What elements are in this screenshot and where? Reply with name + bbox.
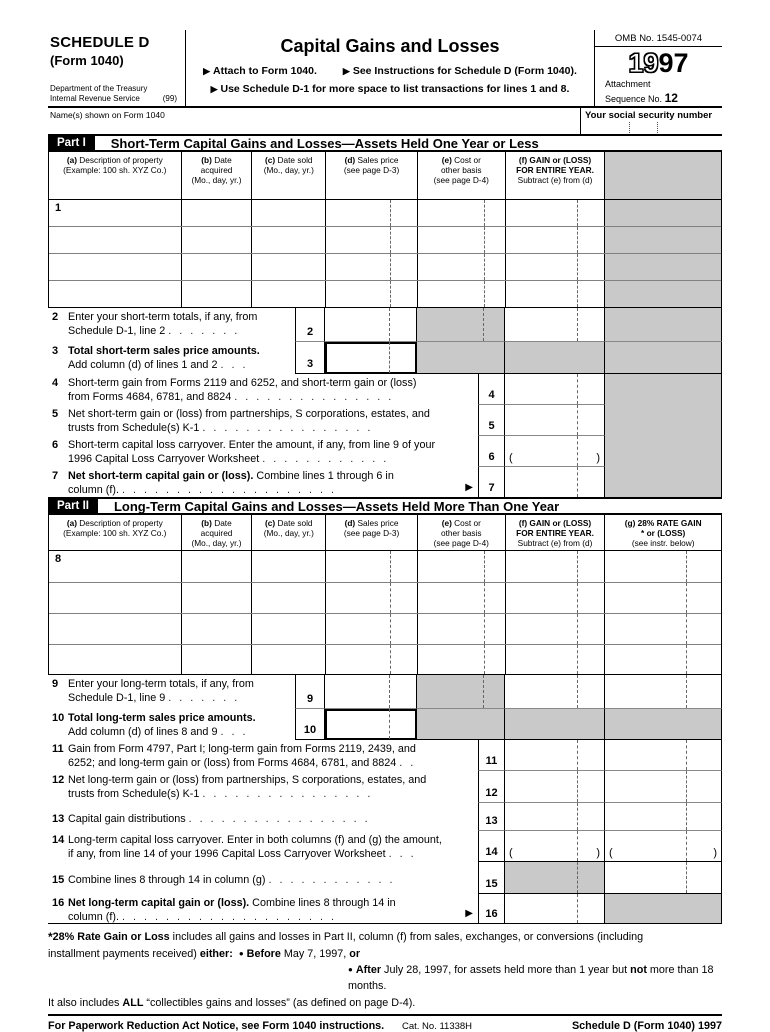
shaded-cell [605,436,722,467]
col-e-header: (e) Cost or other basis (see page D-4) [417,152,505,199]
omb-number: OMB No. 1545-0074 [595,30,722,47]
line-5-numbox: 5 [478,405,505,436]
row8-desc-cell[interactable] [49,551,181,582]
line-15-text: 15 Combine lines 8 through 14 in column (g) . . . . . . . . . . . . [52,874,393,886]
line-5-row [48,405,722,436]
date-sold-cell[interactable] [251,227,325,253]
line-15-amount-g[interactable] [605,862,722,894]
shaded-cell [417,342,505,374]
gain-loss-cell[interactable] [505,254,605,280]
line-9-numbox: 9 [295,675,325,709]
desc-cell[interactable] [49,254,181,280]
line-15-row [48,862,722,894]
line-13-row [48,803,722,831]
cost-basis-cell[interactable] [417,614,505,644]
form-id-block [48,30,186,106]
date-sold-cell[interactable] [251,583,325,613]
attach-instruction: ▶ Attach to Form 1040. [203,65,317,77]
arrow-icon: ▶ [210,84,218,94]
shaded-cell [605,467,722,497]
sales-price-cell[interactable] [325,614,417,644]
line-5-text: 5 Net short-term gain or (loss) from partnerships, S corporations, estates, and trusts from Schedule(s) K-1 . . . . . . . . . . . . . . . . [52,408,430,435]
irs-code: (99) [162,94,177,103]
desc-cell[interactable] [49,583,181,613]
shaded-cell [605,308,722,342]
shaded-cell [505,709,605,740]
gain-loss-cell[interactable] [505,645,605,674]
line-7-row [48,467,722,497]
ssn-divider [629,122,630,133]
line-13-amount-g[interactable] [605,803,722,831]
paperwork-notice: For Paperwork Reduction Act Notice, see Form 1040 instructions. [48,1019,385,1032]
sales-price-cell[interactable] [325,281,417,307]
line-7-text: 7 Net short-term capital gain or (loss). Combine lines 1 through 6 in column (f). . . . . . . . . . . . . . . . . . . . . ▶ [52,470,473,497]
rate-gain-cell[interactable] [604,645,721,674]
date-acquired-cell[interactable] [181,254,252,280]
shaded-cell [417,675,505,709]
ssn-divider [657,122,658,133]
name-row [48,108,722,134]
part2-bar [48,497,722,515]
date-acquired-cell[interactable] [181,645,252,674]
line-2-amount-f[interactable] [505,308,605,342]
line-11-numbox: 11 [478,740,505,771]
gain-loss-cell[interactable] [505,227,605,253]
line-3-row [48,342,722,374]
bullet-icon: ● [348,965,353,975]
sales-price-cell[interactable] [325,645,417,674]
shaded-cell [604,254,721,280]
line-4-amount-f[interactable] [505,374,605,405]
asterisk: * [48,930,53,944]
line-11-amount-f[interactable] [505,740,605,771]
sales-price-cell[interactable] [325,551,417,582]
line-14-text: 14 Long-term capital loss carryover. Enter in both columns (f) and (g) the amount, if any, from line 14 of your 1996 Capital Loss Carryover Worksheet . . . [52,834,442,861]
cost-basis-cell[interactable] [417,200,505,226]
desc-cell[interactable] [49,645,181,674]
cost-basis-cell[interactable] [417,551,505,582]
line-9-row [48,675,722,709]
line-13-numbox: 13 [478,803,505,831]
shaded-cell [604,227,721,253]
desc-cell[interactable] [49,614,181,644]
col-c-header: (c) Date sold (Mo., day, yr.) [251,152,325,199]
title-block [186,30,594,106]
date-acquired-cell[interactable] [181,583,252,613]
line-15-numbox: 15 [478,862,505,894]
line-14-amount-g[interactable]: ( ) [605,831,722,862]
form-footer [48,1014,722,1032]
gain-loss-cell[interactable] [505,281,605,307]
arrow-icon: ▶ [465,907,473,919]
shaded-cell [604,200,721,226]
line-5-amount-f[interactable] [505,405,605,436]
line-13-text: 13 Capital gain distributions . . . . . . . . . . . . . . . . . [52,813,368,825]
line-14-amount-f[interactable]: ( ) [505,831,605,862]
col-f-header: (f) GAIN or (LOSS) FOR ENTIRE YEAR. Subtract (e) from (d) [505,515,605,550]
line-12-amount-g[interactable] [605,771,722,803]
desc-cell[interactable] [49,281,181,307]
sales-price-cell[interactable] [325,254,417,280]
date-sold-cell[interactable] [251,645,325,674]
line-10-text: 10 Total long-term sales price amounts. Add column (d) of lines 8 and 9 . . . [52,712,256,739]
line-16-numbox: 16 [478,894,505,923]
part1-title: Short-Term Capital Gains and Losses—Assets Held One Year or Less [110,135,539,151]
line-3-numbox: 3 [295,342,325,374]
line-3-total-d[interactable] [325,342,417,374]
col-d-header: (d) Sales price (see page D-3) [325,515,417,550]
line-6-amount-f[interactable]: ( ) [505,436,605,467]
desc-cell[interactable] [49,227,181,253]
attachment-sequence: Attachment Sequence No. 12 [605,79,678,105]
cost-basis-cell[interactable] [417,281,505,307]
line-6-numbox: 6 [478,436,505,467]
line-4-row [48,374,722,405]
line-2-row [48,308,722,342]
row1-desc-cell[interactable] [49,200,181,226]
line-11-amount-g[interactable] [605,740,722,771]
page-title: Capital Gains and Losses [280,36,500,56]
gain-loss-cell[interactable] [505,551,605,582]
col-b-header: (b) Date acquired (Mo., day, yr.) [181,152,252,199]
date-sold-cell[interactable] [251,200,325,226]
line-16-text: 16 Net long-term capital gain or (loss). Combine lines 8 through 14 in column (f). . . . . . . . . . . . . . . . . . . . . ▶ [52,897,473,924]
line-10-total-d[interactable] [325,709,417,740]
line-13-amount-f[interactable] [505,803,605,831]
rate-gain-cell[interactable] [604,551,721,582]
shaded-cell [604,281,721,307]
date-sold-cell[interactable] [251,254,325,280]
arrow-icon: ▶ [342,66,350,76]
agency-block [50,84,181,104]
ssn-label: Your social security number [585,110,713,121]
line-4-text: 4 Short-term gain from Forms 2119 and 6252, and short-term gain or (loss) from Forms 4684, 6781, and 8824 . . . . . . . . . . . . . . . [52,377,417,404]
col-b-header: (b) Date acquired (Mo., day, yr.) [181,515,252,550]
date-acquired-cell[interactable] [181,227,252,253]
tax-year: 1997 [628,48,689,78]
col-f-header: (f) GAIN or (LOSS) FOR ENTIRE YEAR. Subtract (e) from (d) [505,152,605,199]
line-8-number: 8 [55,553,62,565]
line-10-row [48,709,722,740]
col-a-header: (a) Description of property (Example: 100 sh. XYZ Co.) [63,518,167,538]
sales-price-cell[interactable] [325,583,417,613]
line-9-amount-d[interactable] [325,675,417,709]
schedule-d1-instruction: ▶ Use Schedule D-1 for more space to list transactions for lines 1 and 8. [210,83,570,95]
cost-basis-cell[interactable] [417,227,505,253]
catalog-number: Cat. No. 11338H [401,1020,473,1032]
part1-bar [48,134,722,152]
cost-basis-cell[interactable] [417,583,505,613]
date-acquired-cell[interactable] [181,281,252,307]
shaded-cell [605,894,722,923]
rate-gain-footnote: *28% Rate Gain or Loss includes all gains and losses in Part II, column (f) from sales, exchanges, or conversions (including installment payments received) either: ● Before May 7, 1997, or ● After July 28, 1997, for assets held more than 1 year but not more than 18 months. It also includes ALL “collectibles gains and losses” (as defined on page D-4). [48,930,714,1009]
shaded-cell [605,405,722,436]
part2-chip: Part II [48,499,98,513]
bullet-icon: ● [238,949,244,958]
cost-basis-cell[interactable] [417,645,505,674]
line-9-amount-f[interactable] [505,675,605,709]
line-11-text: 11 Gain from Form 4797, Part I; long-term gain from Forms 2119, 2439, and 6252; and long-term gain or (loss) from Forms 4684, 6781, and 8824 . . [52,743,416,770]
omb-block [594,30,722,106]
part2-title: Long-Term Capital Gains and Losses—Assets Held More Than One Year [113,498,560,514]
line-6-row [48,436,722,467]
ssn-field[interactable] [580,108,722,134]
shaded-cell [505,862,605,894]
form-number: (Form 1040) [50,53,124,68]
shaded-cell [605,342,722,374]
irs-label: Internal Revenue Service [50,94,140,103]
date-sold-cell[interactable] [251,551,325,582]
col-a-header: (a) Description of property (Example: 100 sh. XYZ Co.) [63,155,167,175]
col-e-header: (e) Cost or other basis (see page D-4) [417,515,505,550]
line-12-text: 12 Net long-term gain or (loss) from partnerships, S corporations, estates, and trusts from Schedule(s) K-1 . . . . . . . . . . . . . . . . [52,774,427,801]
dept-treasury: Department of the Treasury [50,84,148,93]
line-2-text: 2 Enter your short-term totals, if any, from Schedule D-1, line 2 . . . . . . . [52,311,258,338]
line-4-numbox: 4 [478,374,505,405]
part2-table [48,515,722,675]
line-3-text: 3 Total short-term sales price amounts. Add column (d) of lines 1 and 2 . . . [52,345,260,372]
cost-basis-cell[interactable] [417,254,505,280]
date-sold-cell[interactable] [251,614,325,644]
rate-gain-cell[interactable] [604,614,721,644]
col-g-header: (g) 28% RATE GAIN * or (LOSS) (see instr. below) [604,515,721,550]
line-9-amount-g[interactable] [605,675,722,709]
schedule-label: SCHEDULE D [50,34,150,51]
line-6-text: 6 Short-term capital loss carryover. Enter the amount, if any, from line 9 of your 1996 Capital Loss Carryover Worksheet . . . . . . . . . . . . [52,439,436,466]
see-instruction: ▶ See Instructions for Schedule D (Form 1040). [342,65,577,77]
part1-table [48,152,722,308]
shaded-cell [505,342,605,374]
line-14-numbox: 14 [478,831,505,862]
arrow-icon: ▶ [465,481,473,493]
line-12-amount-f[interactable] [505,771,605,803]
date-sold-cell[interactable] [251,281,325,307]
part1-chip: Part I [48,136,95,150]
line-14-row [48,831,722,862]
line-12-row [48,771,722,803]
col-c-header: (c) Date sold (Mo., day, yr.) [251,515,325,550]
line-12-numbox: 12 [478,771,505,803]
sales-price-cell[interactable] [325,200,417,226]
gain-loss-cell[interactable] [505,583,605,613]
line-16-amount-f[interactable] [505,894,605,923]
date-acquired-cell[interactable] [181,551,252,582]
line-7-numbox: 7 [478,467,505,497]
line-7-amount-f[interactable] [505,467,605,497]
line-10-numbox: 10 [295,709,325,740]
date-acquired-cell[interactable] [181,200,252,226]
line-11-row [48,740,722,771]
line-16-row [48,894,722,924]
col-g-shaded [604,152,721,199]
date-acquired-cell[interactable] [181,614,252,644]
line-2-numbox: 2 [295,308,325,342]
col-d-header: (d) Sales price (see page D-3) [325,152,417,199]
gain-loss-cell[interactable] [505,200,605,226]
shaded-cell [605,374,722,405]
form-header [48,30,722,108]
name-field[interactable]: Name(s) shown on Form 1040 [50,110,165,120]
line-9-text: 9 Enter your long-term totals, if any, from Schedule D-1, line 9 . . . . . . . [52,678,254,705]
form-id-footer: Schedule D (Form 1040) 1997 [571,1019,722,1032]
shaded-cell [417,308,505,342]
shaded-cell [417,709,505,740]
line-1-number: 1 [55,202,62,214]
shaded-cell [605,709,722,740]
line-2-amount-d[interactable] [325,308,417,342]
rate-gain-cell[interactable] [604,583,721,613]
sales-price-cell[interactable] [325,227,417,253]
gain-loss-cell[interactable] [505,614,605,644]
arrow-icon: ▶ [203,66,211,76]
